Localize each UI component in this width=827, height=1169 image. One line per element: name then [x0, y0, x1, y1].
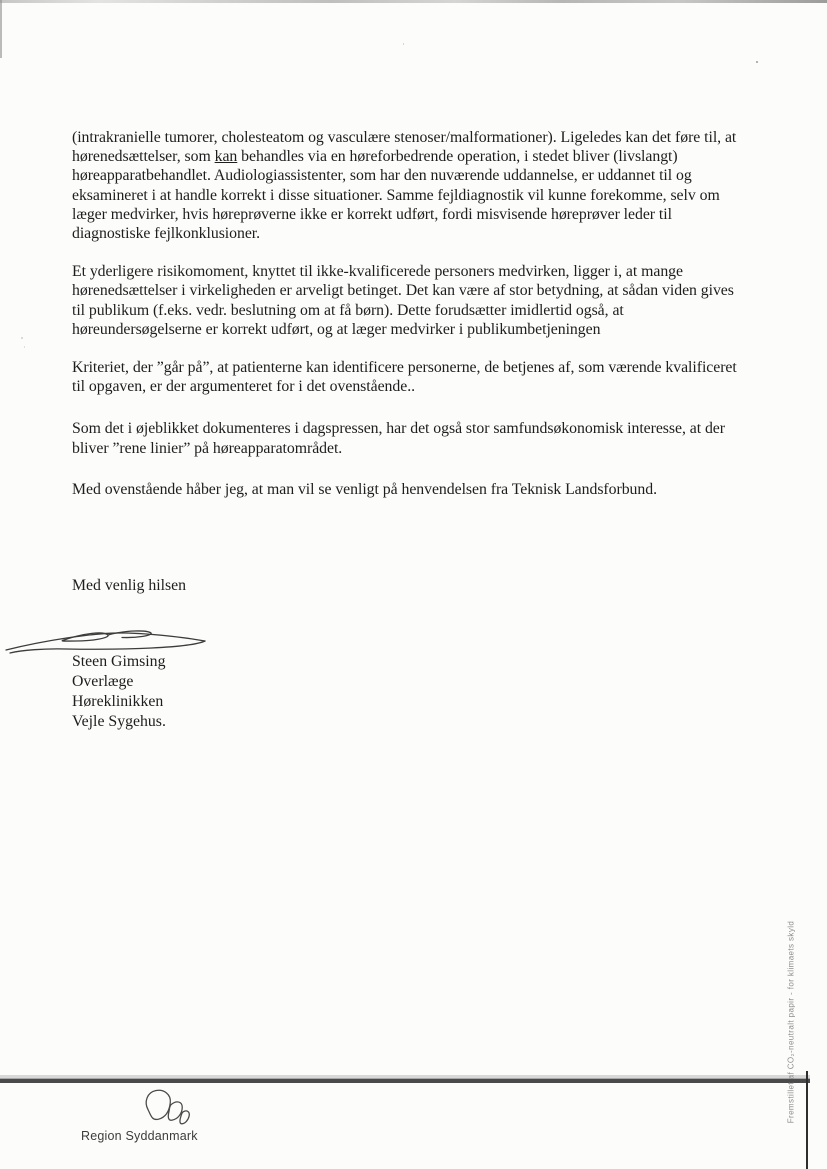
closing-salutation: Med venlig hilsen — [72, 577, 187, 594]
paragraph-1-before: (intrakranielle tumorer, cholesteatom og vasculære stenoser/malformationer). Ligeledes kan det føre til, at hørenedsættelser, som — [72, 129, 737, 166]
region-syddanmark-label: Region Syddanmark — [81, 1129, 198, 1143]
paragraph-4: Som det i øjeblikket dokumenteres i dagspressen, har det også stor samfundsøkonomisk interesse, at der bliver ”rene linier” på høreapparatområdet. — [72, 420, 725, 457]
scan-speck — [21, 337, 23, 339]
signer-name: Steen Gimsing — [72, 653, 166, 670]
scan-speck — [403, 43, 404, 45]
signer-title: Overlæge — [72, 673, 134, 690]
letter-body — [72, 128, 750, 518]
paragraph-3: Kriteriet, der ”går på”, at patienterne kan identificere personerne, de betjenes af, som værende kvalificeret til opgaven, er der argumenteret for i det ovenstående.. — [72, 359, 737, 396]
paragraph-1-after: behandles via en høreforbedrende operation, i stedet bliver (livslangt) høreapparatbehandlet. Audiologiassistenter, som har den nuværende uddannelse, er uddannet til og eksamineret i at handle korrekt i disse situationer. Samme fejldiagnostik vil kunne forekomme, selv om læger medvirker, hvis høreprøverne ikke er korrekt udført, fordi misvisende høreprøver leder til diagnostiske fejlkonklusioner. — [72, 148, 720, 243]
signer-institution: Vejle Sygehus. — [72, 713, 166, 730]
region-syddanmark-logo — [81, 1087, 225, 1147]
footer-vertical-rule — [806, 1071, 808, 1169]
scan-artifact-top-edge — [0, 0, 827, 3]
paragraph-5: Med ovenstående håber jeg, at man vil se venligt på henvendelsen fra Teknisk Landsforbund. — [72, 480, 657, 498]
paragraph-1-underlined-word: kan — [214, 148, 238, 166]
scan-artifact-left-edge — [0, 0, 2, 58]
region-syddanmark-logo-icon — [127, 1087, 197, 1133]
paragraph-2: Et yderligere risikomoment, knyttet til ikke-kvalificerede personers medvirken, ligger i, at mange hørenedsættelser i virkeligheden er arveligt betinget. Det kan være af stor betydning, at sådan viden gives til publikum (f.eks. vedr. beslutning om at få børn). Dette forudsætter imidlertid også, at høreundersøgelserne er korrekt udført, og at læger medvirker i publikumbetjeningen — [72, 263, 734, 338]
paper-info-vertical-text: Fremstillet af CO₂-neutralt papir - for klimaets skyld — [786, 920, 796, 1124]
paragraph-1 — [72, 128, 750, 243]
signature-block — [72, 652, 166, 732]
scan-speck — [24, 346, 25, 348]
scan-speck — [756, 61, 758, 63]
signer-department: Høreklinikken — [72, 693, 164, 710]
footer-horizontal-rule — [0, 1078, 810, 1083]
